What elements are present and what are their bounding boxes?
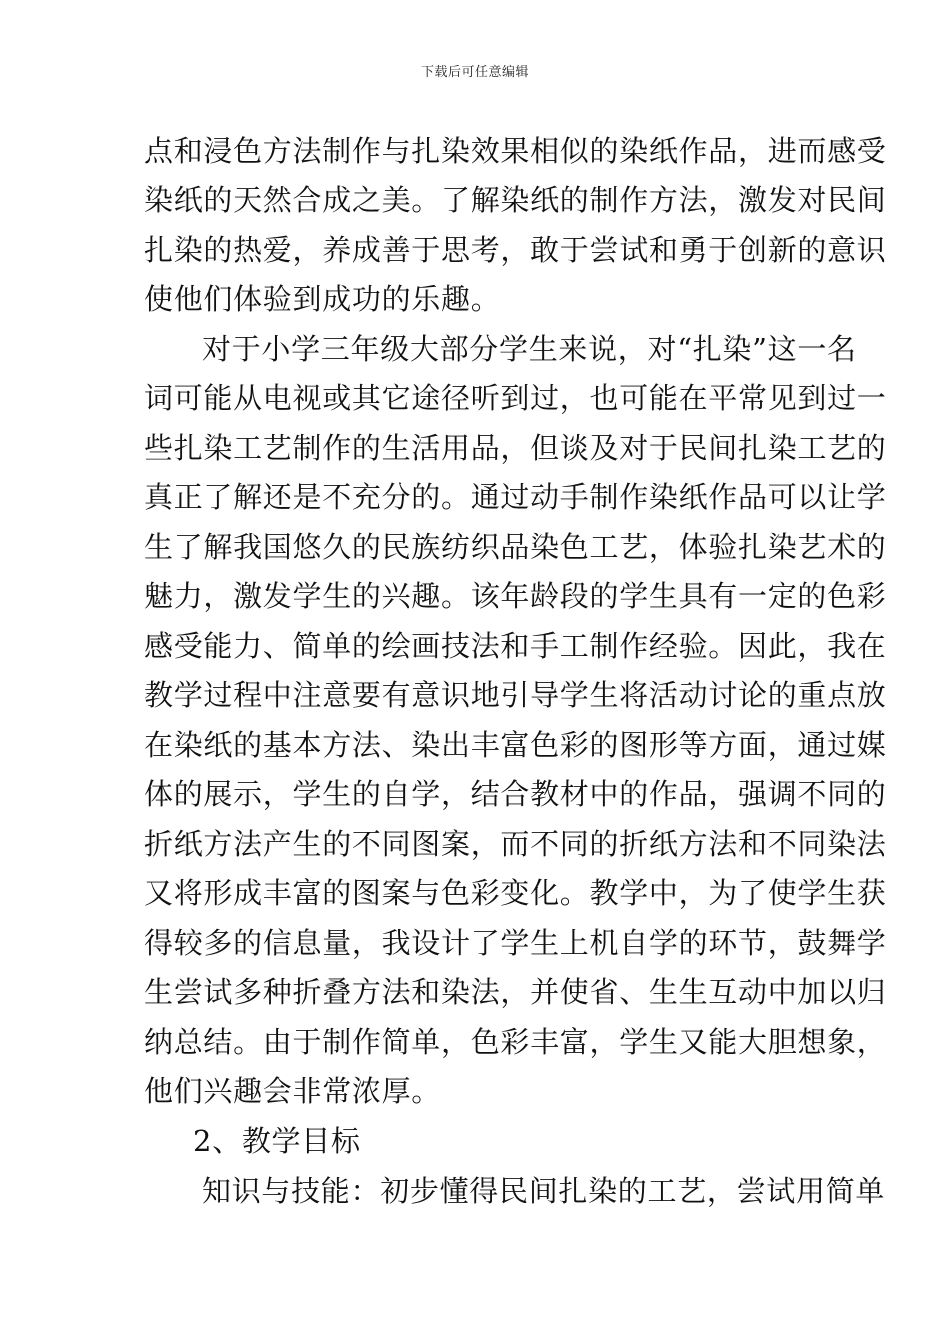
text-line: 教学过程中注意要有意识地引导学生将活动讨论的重点放 <box>144 678 887 712</box>
text-line: 感受能力、简单的绘画技法和手工制作经验。因此，我在 <box>144 629 887 663</box>
text-line: 生尝试多种折叠方法和染法，并使省、生生互动中加以归 <box>144 975 887 1009</box>
text-line: 真正了解还是不充分的。通过动手制作染纸作品可以让学 <box>144 480 887 514</box>
text-line: 生了解我国悠久的民族纺织品染色工艺，体验扎染艺术的 <box>144 530 887 564</box>
text-line: 得较多的信息量，我设计了学生上机自学的环节，鼓舞学 <box>144 926 887 960</box>
text-line: 在染纸的基本方法、染出丰富色彩的图形等方面，通过媒 <box>144 728 887 762</box>
text-line: 对于小学三年级大部分学生来说，对“扎染”这一名 <box>202 332 857 366</box>
text-line: 魅力，激发学生的兴趣。该年龄段的学生具有一定的色彩 <box>144 579 887 613</box>
text-line: 词可能从电视或其它途径听到过，也可能在平常见到过一 <box>144 381 887 415</box>
text-line: 些扎染工艺制作的生活用品，但谈及对于民间扎染工艺的 <box>144 431 887 465</box>
section-heading: 2、教学目标 <box>193 1124 361 1158</box>
text-line: 纳总结。由于制作简单，色彩丰富，学生又能大胆想象， <box>144 1025 887 1059</box>
text-line: 扎染的热爱，养成善于思考，敢于尝试和勇于创新的意识 <box>144 233 887 267</box>
text-line: 他们兴趣会非常浓厚。 <box>144 1074 442 1108</box>
text-line: 使他们体验到成功的乐趣。 <box>144 282 501 316</box>
text-line: 染纸的天然合成之美。了解染纸的制作方法，激发对民间 <box>144 183 887 217</box>
text-line: 又将形成丰富的图案与色彩变化。教学中，为了使学生获 <box>144 876 887 910</box>
text-line: 点和浸色方法制作与扎染效果相似的染纸作品，进而感受 <box>144 134 887 168</box>
text-line: 体的展示，学生的自学，结合教材中的作品，强调不同的 <box>144 777 887 811</box>
text-line: 折纸方法产生的不同图案，而不同的折纸方法和不同染法 <box>144 827 887 861</box>
text-line: 知识与技能：初步懂得民间扎染的工艺，尝试用简单 <box>202 1174 886 1208</box>
page-header: 下载后可任意编辑 <box>420 65 529 80</box>
